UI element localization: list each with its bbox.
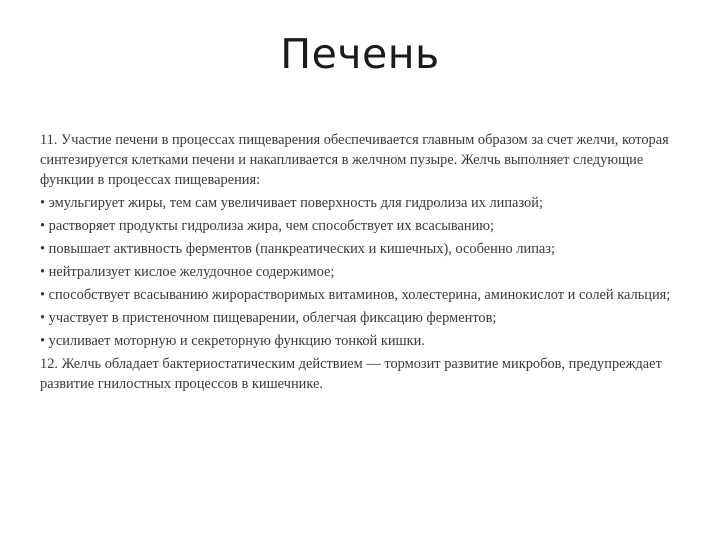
paragraph-intro: 11. Участие печени в процессах пищеварения обеспечивается главным образом за счет желчи, которая синтезируется клетками печени и накапливается в желчном пузыре. Желчь выполняет следующие функции в процессах пищеварения: — [40, 132, 669, 188]
paragraph-bacteriostatic: 12. Желчь обладает бактериостатическим действием — тормозит развитие микробов, предупреждает развитие гнилостных процессов в кишечнике. — [40, 356, 662, 392]
bullet-parietal-digestion: • участвует в пристеночном пищеварении, облегчая фиксацию ферментов; — [40, 310, 497, 326]
bullet-neutralizes-acid: • нейтрализует кислое желудочное содержимое; — [40, 264, 335, 280]
bullet-motor-function: • усиливает моторную и секреторную функцию тонкой кишки. — [40, 333, 425, 349]
bullet-emulsifies-fats: • эмульгирует жиры, тем сам увеличивает поверхность для гидролиза их липазой; — [40, 195, 543, 211]
bullet-enzyme-activity: • повышает активность ферментов (панкреатических и кишечных), особенно липаз; — [40, 241, 555, 257]
bullet-dissolves-products: • растворяет продукты гидролиза жира, чем способствует их всасыванию; — [40, 218, 495, 234]
slide-body — [40, 130, 680, 397]
bullet-vitamin-absorption: • способствует всасыванию жирорастворимых витаминов, холестерина, аминокислот и солей кальция; — [40, 287, 671, 303]
slide-title: Печень — [280, 30, 440, 78]
